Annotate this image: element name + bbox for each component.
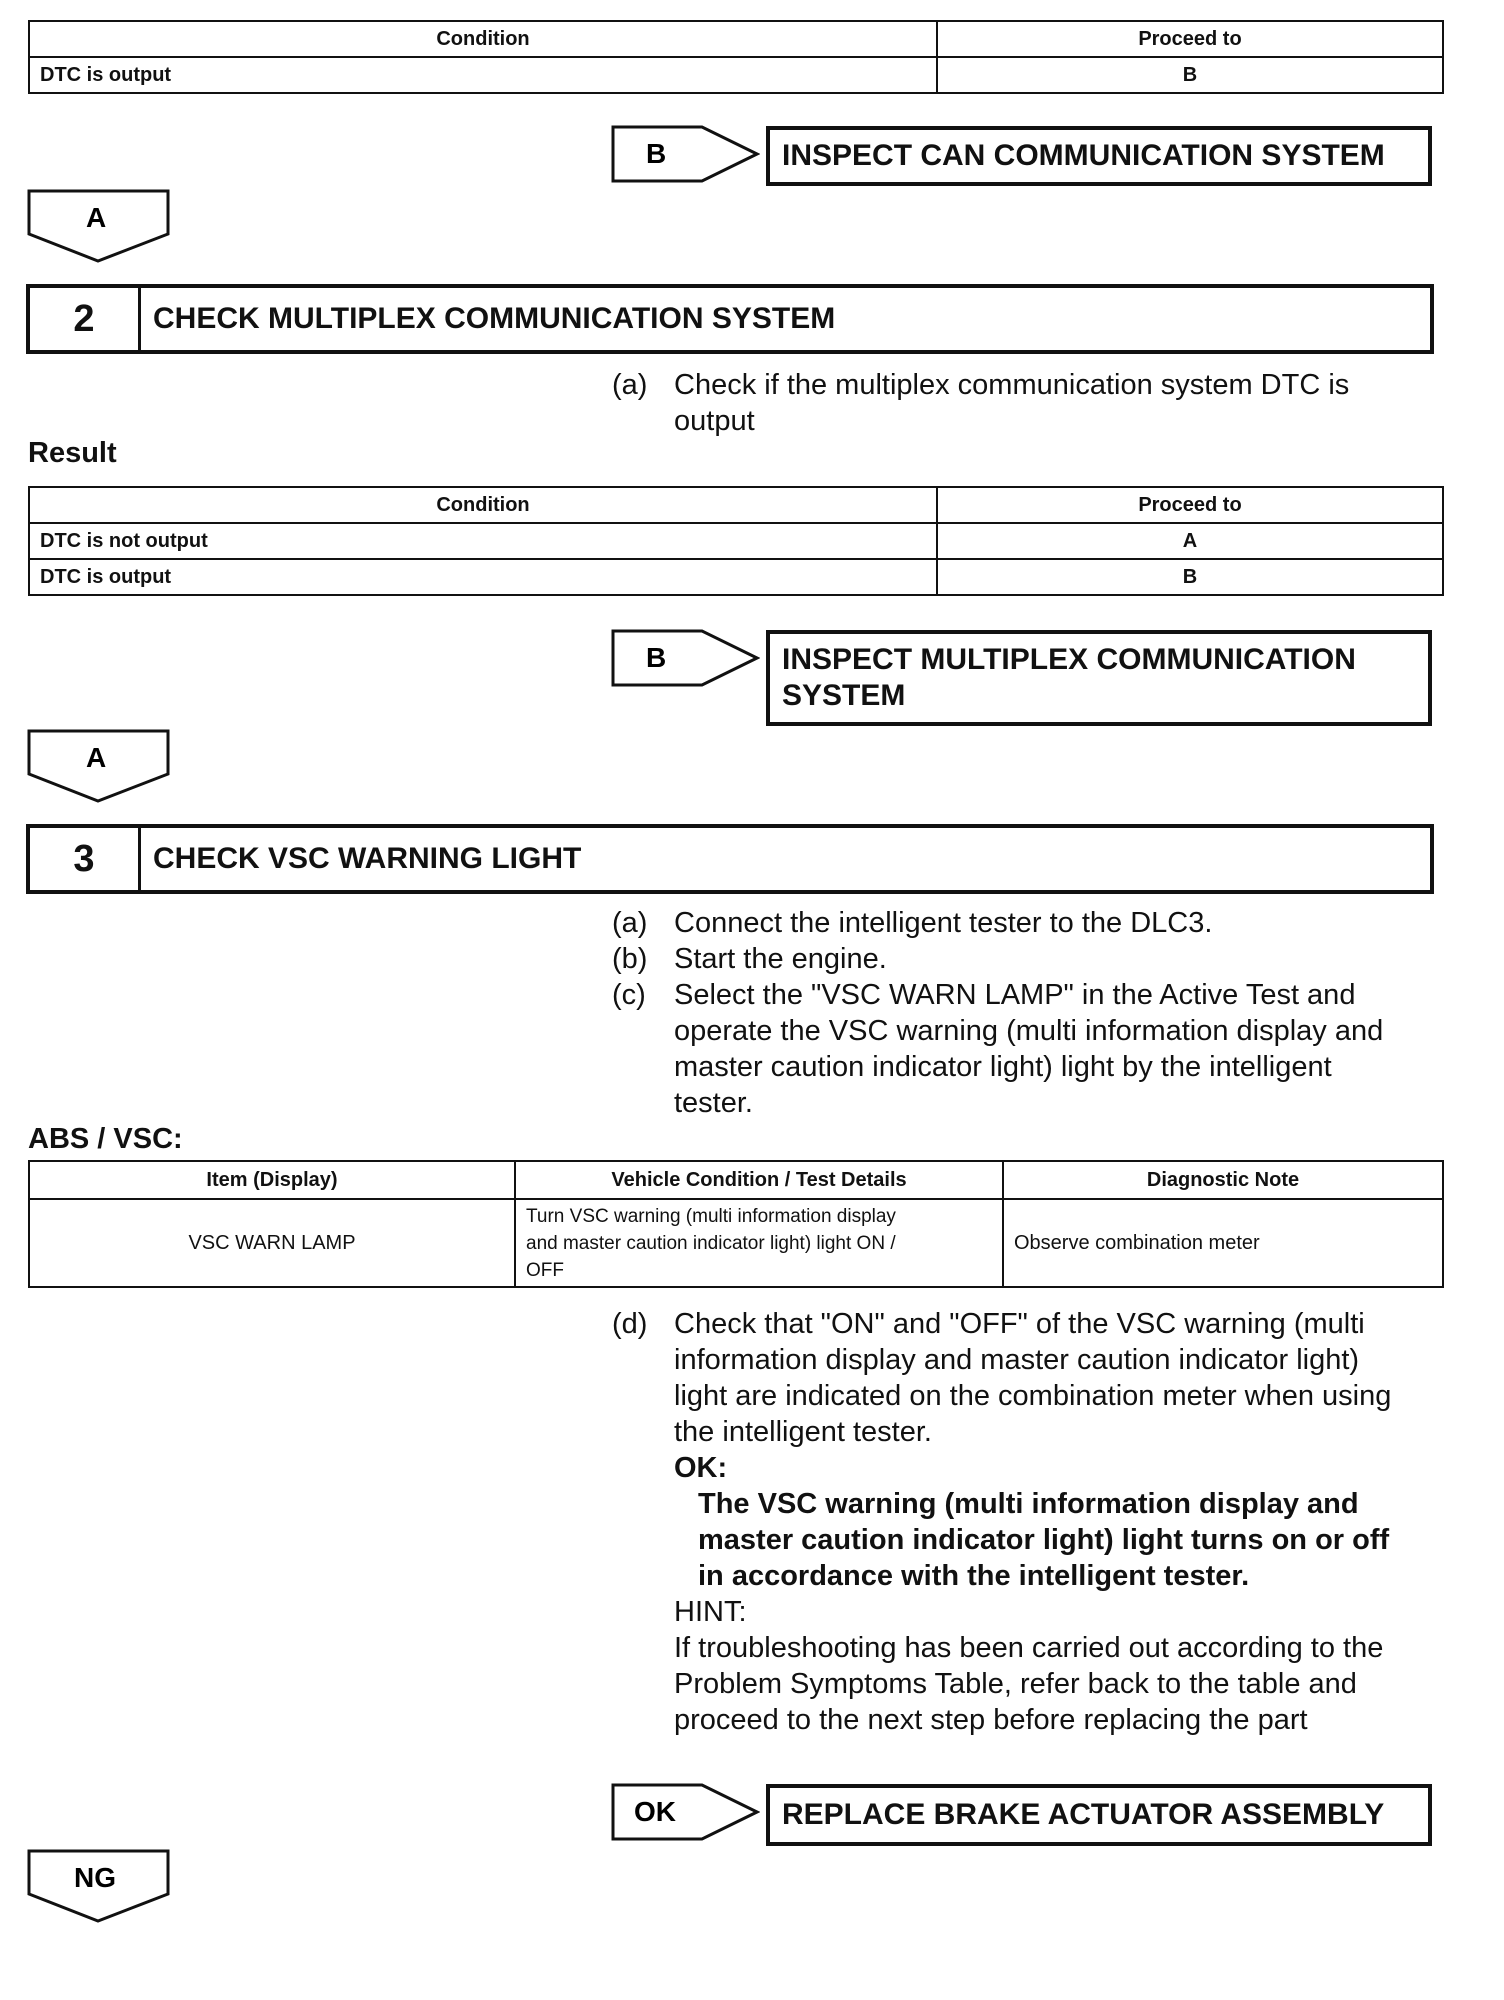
hint-text: If troubleshooting has been carried out according to the [674,1632,1384,1664]
instruction-line: information display and master caution indicator light) [674,1344,1360,1376]
ok-text: in accordance with the intelligent tester. [698,1560,1250,1592]
table-row [29,1199,1443,1287]
down-label: A [86,202,107,233]
destination-text: INSPECT CAN COMMUNICATION SYSTEM [782,139,1385,172]
ok-text: master caution indicator light) light turns on or off [698,1524,1390,1556]
instruction-label: (c) [612,979,646,1011]
step-title: CHECK VSC WARNING LIGHT [153,842,582,875]
branch-arrow-ok [610,1782,760,1842]
instruction-line: Select the "VSC WARN LAMP" in the Active Test and [674,979,1356,1011]
table-row [29,559,1443,595]
instruction-label: (d) [612,1308,648,1340]
instruction-line: Connect the intelligent tester to the DLC3. [674,907,1213,939]
step-title: CHECK MULTIPLEX COMMUNICATION SYSTEM [153,302,836,335]
table-row [29,523,1443,559]
step-2-header [26,284,1434,354]
result-table-2 [28,486,1444,596]
header-proceed-to: Proceed to [937,487,1443,523]
down-arrow-a [26,188,172,264]
destination-text: REPLACE BRAKE ACTUATOR ASSEMBLY [782,1798,1385,1831]
step-number: 2 [30,288,141,350]
cell-details [515,1199,1003,1287]
down-label: A [86,742,107,773]
active-test-table [28,1160,1444,1288]
details-line: Turn VSC warning (multi information display [526,1205,896,1227]
ok-label: OK: [674,1452,728,1484]
cell-proceed: B [937,559,1443,595]
branch-arrow-b [610,124,760,184]
instruction-line: operate the VSC warning (multi information display and [674,1015,1384,1047]
table-row [29,57,1443,93]
destination-text: SYSTEM [782,679,906,712]
hint-text: proceed to the next step before replacing the part [674,1704,1308,1736]
down-arrow-ng [26,1848,172,1924]
details-line: and master caution indicator light) light ON / [526,1232,896,1254]
ok-text: The VSC warning (multi information display and [698,1488,1359,1520]
result-table-1 [28,20,1444,94]
instruction-line: Start the engine. [674,943,887,975]
destination-box [766,1784,1432,1846]
instruction-line: tester. [674,1087,753,1119]
destination-box [766,126,1432,186]
instruction-line: Check if the multiplex communication system DTC is [674,369,1350,401]
destination-text: INSPECT MULTIPLEX COMMUNICATION [782,643,1356,676]
step-number: 3 [30,828,141,890]
header-details: Vehicle Condition / Test Details [515,1161,1003,1199]
branch-label: B [646,138,667,169]
cell-note: Observe combination meter [1003,1199,1443,1287]
hint-label: HINT: [674,1596,747,1628]
header-item: Item (Display) [29,1161,515,1199]
hint-text: Problem Symptoms Table, refer back to the table and [674,1668,1357,1700]
cell-item: VSC WARN LAMP [29,1199,515,1287]
abs-vsc-label: ABS / VSC: [28,1123,183,1155]
header-note: Diagnostic Note [1003,1161,1443,1199]
destination-box [766,630,1432,726]
instruction-line: master caution indicator light) light by the intelligent [674,1051,1332,1083]
down-arrow-a [26,728,172,804]
down-label: NG [74,1862,116,1893]
instruction-line: Check that "ON" and "OFF" of the VSC warning (multi [674,1308,1365,1340]
result-label: Result [28,437,117,469]
header-condition: Condition [29,21,937,57]
cell-condition: DTC is output [29,57,937,93]
cell-proceed: A [937,523,1443,559]
step-3-header [26,824,1434,894]
header-condition: Condition [29,487,937,523]
header-proceed-to: Proceed to [937,21,1443,57]
branch-arrow-b [610,628,760,688]
cell-condition: DTC is output [29,559,937,595]
details-line: OFF [526,1259,564,1281]
instruction-line: the intelligent tester. [674,1416,932,1448]
instruction-line: light are indicated on the combination meter when using [674,1380,1392,1412]
instruction-label: (a) [612,907,648,939]
instruction-label: (a) [612,369,648,401]
instruction-line: output [674,405,755,437]
cell-condition: DTC is not output [29,523,937,559]
instruction-label: (b) [612,943,648,975]
branch-label: OK [634,1796,676,1827]
branch-label: B [646,642,667,673]
cell-proceed: B [937,57,1443,93]
